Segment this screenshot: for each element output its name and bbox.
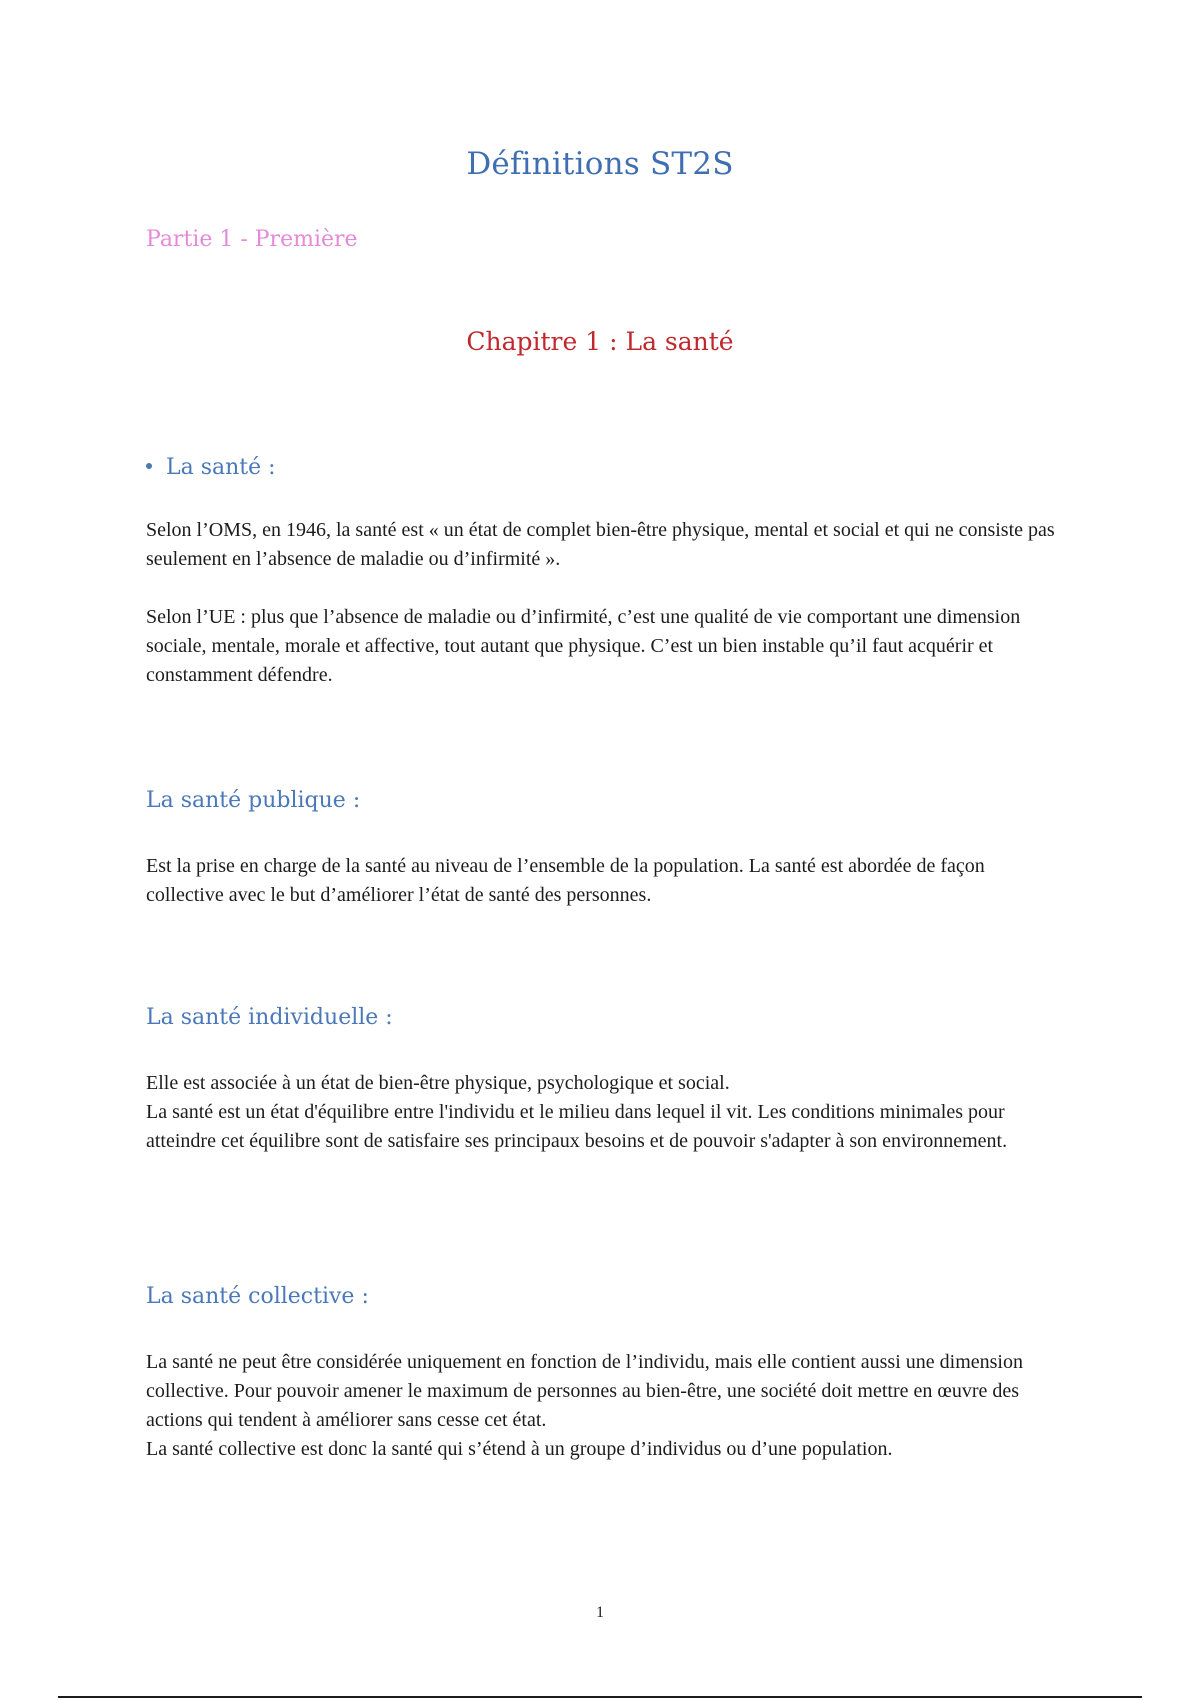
paragraph bbox=[146, 603, 1066, 690]
paragraph bbox=[146, 516, 1066, 574]
section-sante-publique bbox=[146, 788, 1066, 813]
section-sante-individuelle bbox=[146, 1005, 1066, 1030]
paragraph-text: Selon l’UE : plus que l’absence de maladie ou d’infirmité, c’est une qualité de vie comportant une dimension sociale, mentale, morale et affective, tout autant que physique. C’est un bien instable qu’il faut acquérir et constamment défendre. bbox=[146, 606, 1021, 686]
section-heading: La santé collective : bbox=[146, 1284, 369, 1309]
document-title: Définitions ST2S bbox=[466, 146, 734, 182]
paragraph-text: La santé ne peut être considérée uniquement en fonction de l’individu, mais elle contient aussi une dimension collective. Pour pouvoir amener le maximum de personnes au bien-être, une société doit mettre en œuvre des actions qui tendent à améliorer sans cesse cet état. bbox=[146, 1351, 1023, 1431]
bullet-icon bbox=[146, 463, 152, 469]
section-heading bbox=[146, 455, 1066, 480]
section-heading: La santé individuelle : bbox=[146, 1005, 393, 1030]
section-heading: La santé publique : bbox=[146, 788, 361, 813]
paragraph bbox=[146, 1348, 1066, 1464]
paragraph bbox=[146, 1069, 1066, 1156]
paragraph bbox=[146, 852, 1066, 910]
part-label: Partie 1 - Première bbox=[146, 227, 358, 252]
paragraph-text: Selon l’OMS, en 1946, la santé est « un état de complet bien-être physique, mental et social et qui ne consiste pas seulement en l’absence de maladie ou d’infirmité ». bbox=[146, 519, 1055, 570]
section-heading-text: La santé : bbox=[166, 455, 276, 480]
section-sante bbox=[146, 455, 1066, 480]
footer-divider bbox=[58, 1696, 1142, 1698]
paragraph-text: La santé est un état d'équilibre entre l'individu et le milieu dans lequel il vit. Les conditions minimales pour atteindre cet équilibre sont de satisfaire ses principaux besoins et de pouvoir s'adapter à son environnement. bbox=[146, 1101, 1008, 1152]
paragraph-text: Est la prise en charge de la santé au niveau de l’ensemble de la population. La santé est abordée de façon collective avec le but d’améliorer l’état de santé des personnes. bbox=[146, 855, 985, 906]
chapter-title: Chapitre 1 : La santé bbox=[466, 327, 734, 356]
page-number: 1 bbox=[596, 1604, 604, 1621]
paragraph-text: Elle est associée à un état de bien-être physique, psychologique et social. bbox=[146, 1072, 730, 1094]
section-sante-collective bbox=[146, 1284, 1066, 1309]
paragraph-text: La santé collective est donc la santé qui s’étend à un groupe d’individus ou d’une population. bbox=[146, 1438, 893, 1460]
